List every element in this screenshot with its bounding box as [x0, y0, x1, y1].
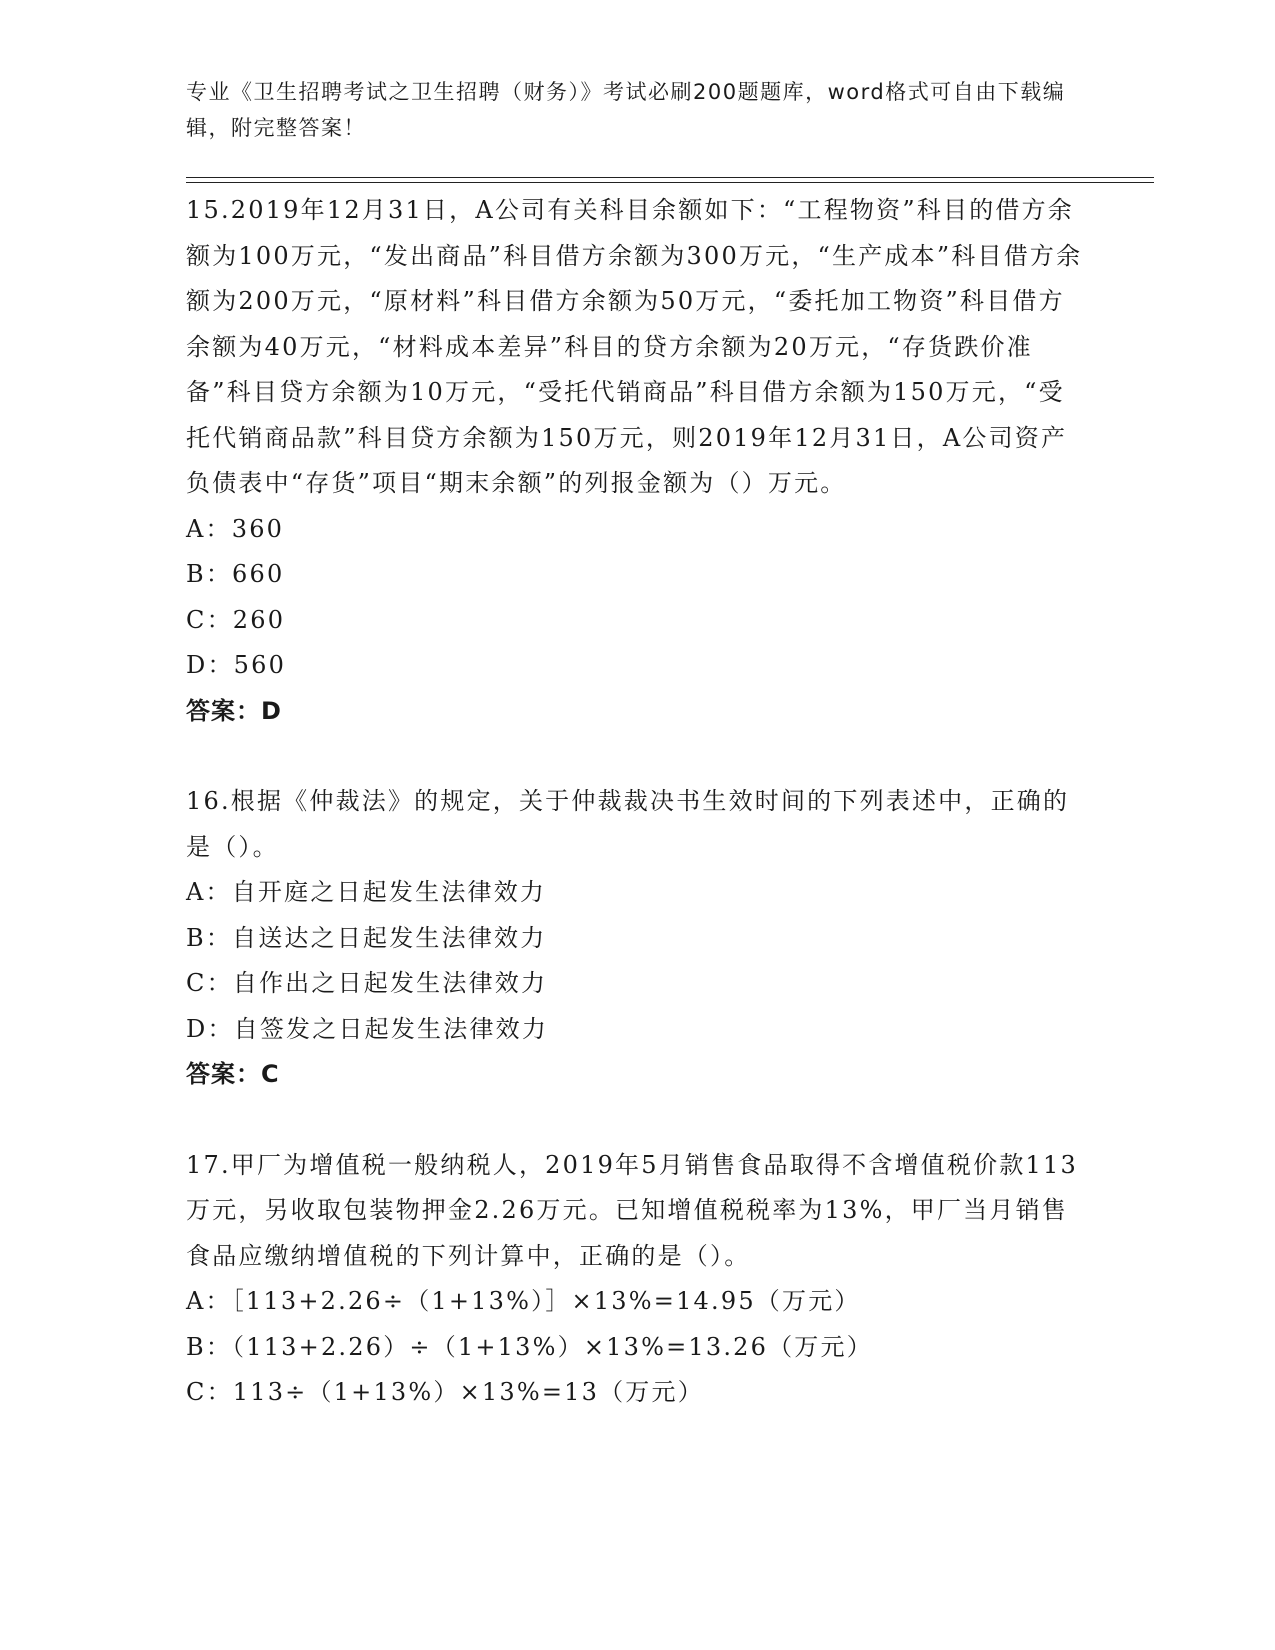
question-text: 16.根据《仲裁法》的规定，关于仲裁裁决书生效时间的下列表述中，正确的是（）。	[186, 787, 1070, 861]
option-d: D：自签发之日起发生法律效力	[186, 1014, 549, 1043]
answer: 答案：D	[186, 696, 282, 725]
option-a: A：［113+2.26÷（1+13%）］×13%=14.95（万元）	[186, 1287, 861, 1315]
option-c: C：260	[186, 605, 286, 634]
question-17	[186, 1143, 1086, 1416]
option-a: A：360	[186, 514, 285, 543]
question-16	[186, 779, 1086, 1098]
option-b: B：自送达之日起发生法律效力	[186, 923, 547, 952]
question-list	[186, 188, 1086, 1416]
question-text: 15.2019年12月31日，A公司有关科目余额如下：“工程物资”科目的借方余额为100万元，“发出商品”科目借方余额为300万元，“生产成本”科目借方余额为200万元，“原材料”科目借方余额为50万元，“委托加工物资”科目借方余额为40万元，“材料成本差异”科目的贷方余额为20万元，“存货跌价准备”科目贷方余额为10万元，“受托代销商品”科目借方余额为150万元，“受托代销商品款”科目贷方余额为150万元，则2019年12月31日，A公司资产负债表中“存货”项目“期末余额”的列报金额为（）万元。	[186, 196, 1083, 497]
header-divider-thick	[186, 177, 1154, 178]
answer: 答案：C	[186, 1060, 280, 1088]
option-a: A：自开庭之日起发生法律效力	[186, 878, 547, 906]
question-text: 17.甲厂为增值税一般纳税人，2019年5月销售食品取得不含增值税价款113万元，另收取包装物押金2.26万元。已知增值税税率为13%，甲厂当月销售食品应缴纳增值税的下列计算中，正确的是（）。	[186, 1150, 1078, 1270]
question-15	[186, 188, 1086, 734]
option-d: D：560	[186, 651, 287, 679]
option-c: C：113÷（1+13%）×13%=13（万元）	[186, 1378, 704, 1406]
document-header: 专业《卫生招聘考试之卫生招聘（财务）》考试必刷200题题库，word格式可自由下载编辑，附完整答案！	[186, 80, 1066, 140]
option-c: C：自作出之日起发生法律效力	[186, 969, 548, 997]
header-divider-thin	[186, 182, 1154, 183]
option-b: B：（113+2.26）÷（1+13%）×13%=13.26（万元）	[186, 1332, 873, 1361]
option-b: B：660	[186, 560, 285, 588]
spacer	[186, 734, 1086, 779]
spacer	[186, 1098, 1086, 1143]
